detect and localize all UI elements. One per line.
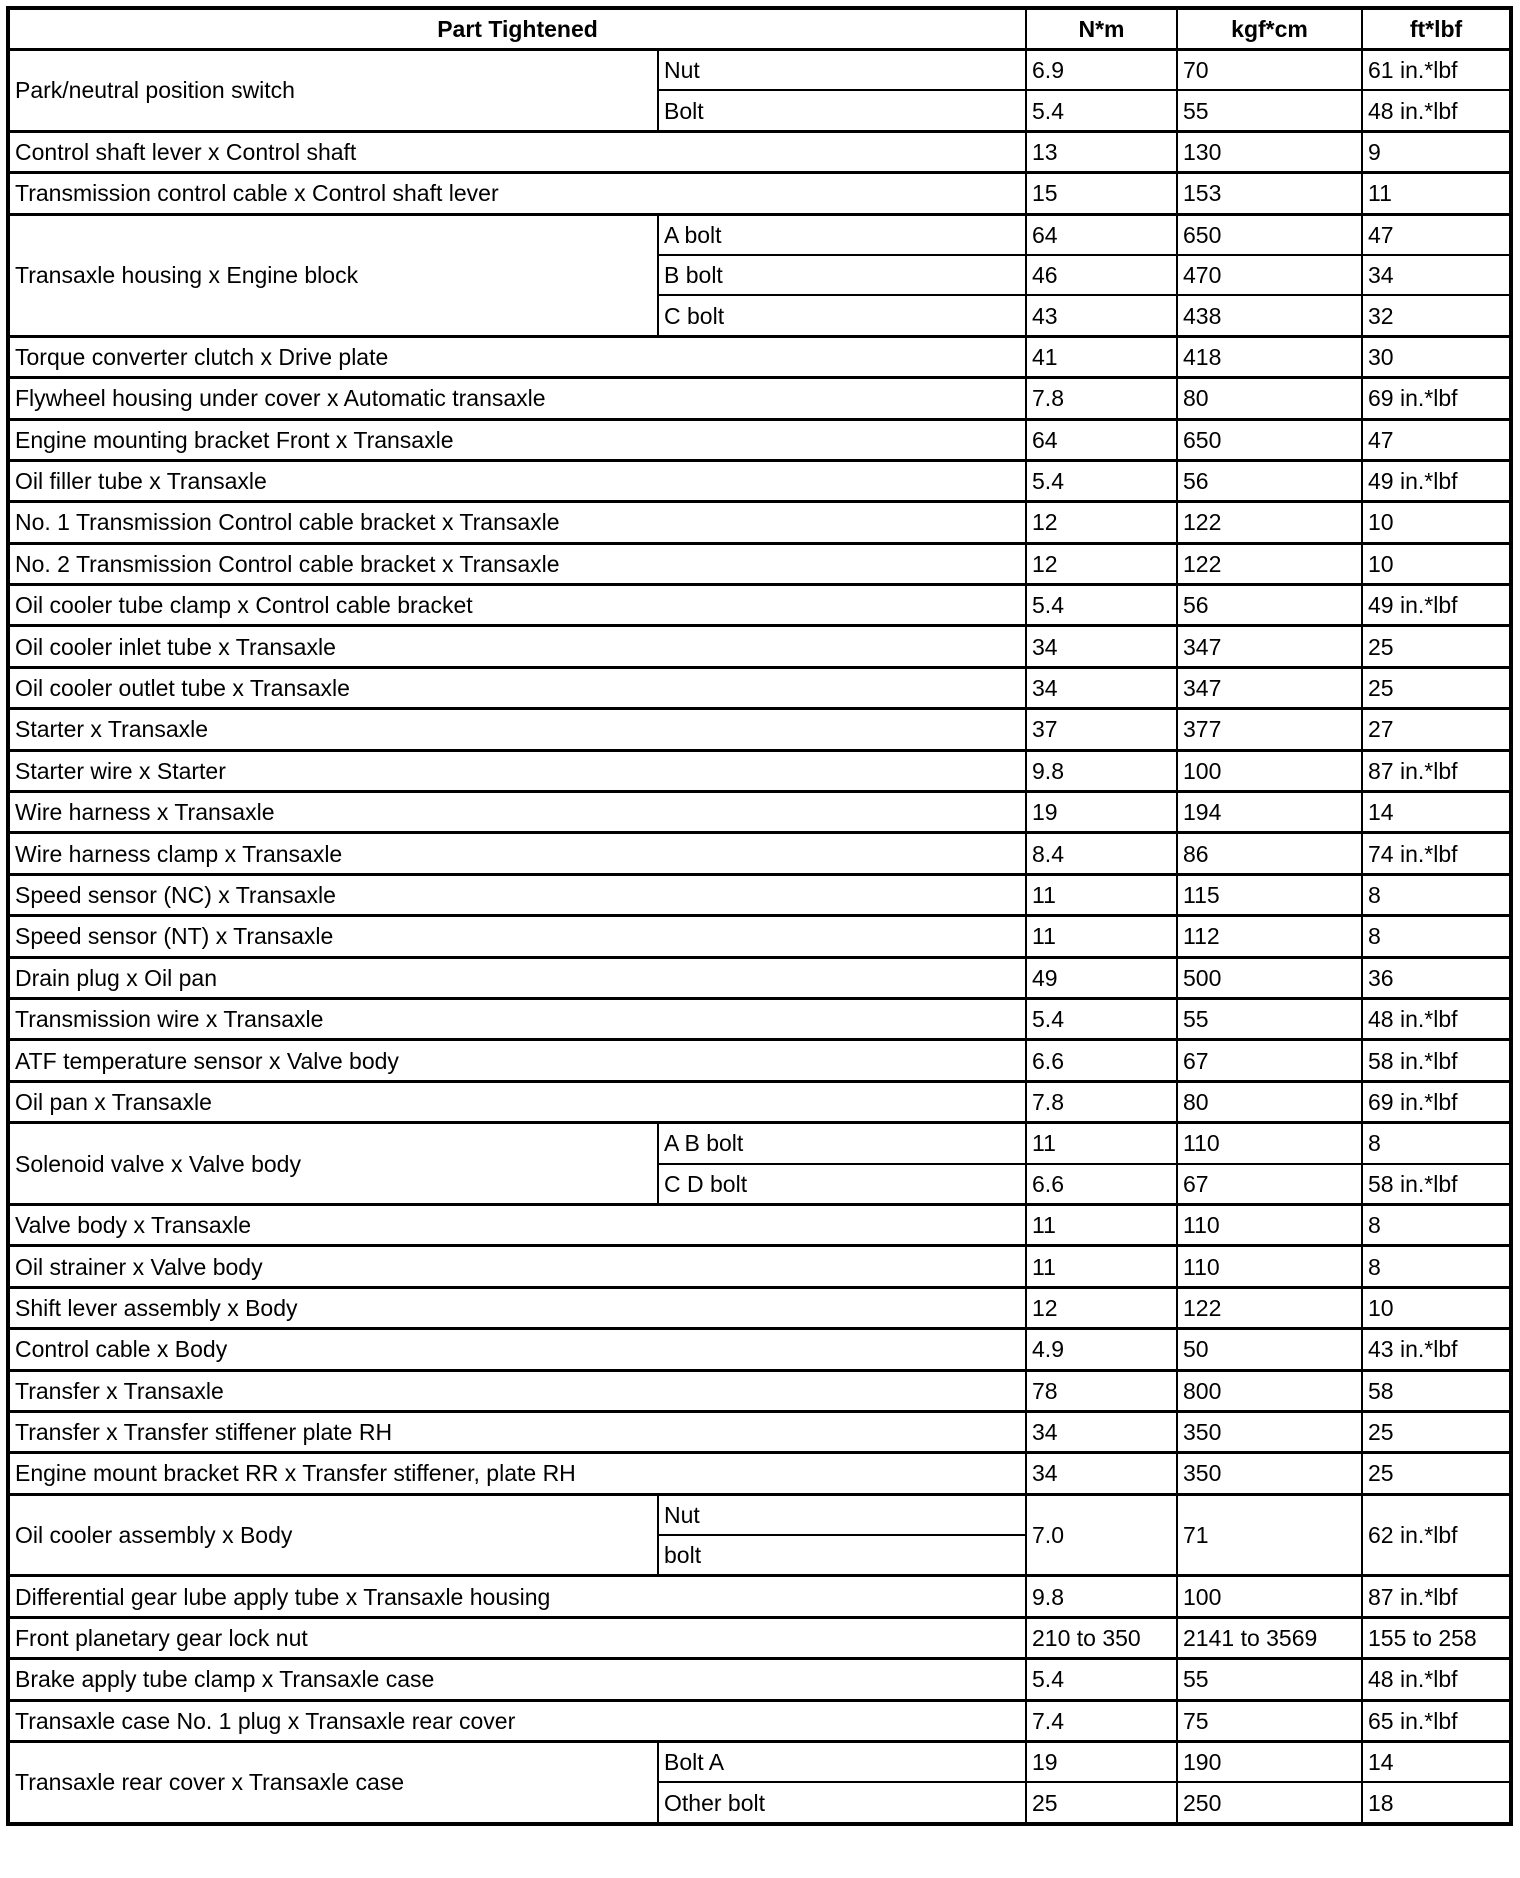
torque-kgfcm: 438 [1177,295,1362,336]
torque-spec-table [6,6,1513,1826]
torque-kgfcm: 67 [1177,1040,1362,1081]
torque-ftlbf: 8 [1362,916,1511,957]
table-row [8,502,1511,543]
torque-ftlbf: 69 in.*lbf [1362,378,1511,419]
table-row [8,1576,1511,1617]
torque-nm: 34 [1026,667,1177,708]
fastener-label: C D bolt [658,1164,1026,1205]
table-row [8,1411,1511,1452]
fastener-label: A bolt [658,214,1026,255]
torque-kgfcm: 130 [1177,131,1362,172]
torque-nm: 5.4 [1026,460,1177,501]
torque-nm: 12 [1026,1287,1177,1328]
torque-kgfcm: 67 [1177,1164,1362,1205]
part-name: Oil filler tube x Transaxle [8,460,1026,501]
torque-ftlbf: 36 [1362,957,1511,998]
torque-nm: 8.4 [1026,833,1177,874]
torque-kgfcm: 470 [1177,255,1362,295]
torque-nm: 34 [1026,626,1177,667]
torque-nm: 7.4 [1026,1700,1177,1741]
torque-kgfcm: 71 [1177,1494,1362,1576]
torque-kgfcm: 100 [1177,750,1362,791]
part-name: Oil strainer x Valve body [8,1246,1026,1287]
torque-kgfcm: 112 [1177,916,1362,957]
torque-nm: 7.0 [1026,1494,1177,1576]
part-name: ATF temperature sensor x Valve body [8,1040,1026,1081]
header-row [8,8,1511,50]
part-name: Starter wire x Starter [8,750,1026,791]
part-name: No. 2 Transmission Control cable bracket x Transaxle [8,543,1026,584]
torque-ftlbf: 14 [1362,1742,1511,1783]
torque-nm: 43 [1026,295,1177,336]
torque-kgfcm: 650 [1177,419,1362,460]
fastener-label: Bolt A [658,1742,1026,1783]
torque-kgfcm: 115 [1177,874,1362,915]
torque-nm: 49 [1026,957,1177,998]
table-row [8,750,1511,791]
part-name: Oil cooler assembly x Body [8,1494,658,1576]
torque-nm: 6.9 [1026,50,1177,91]
torque-ftlbf: 47 [1362,419,1511,460]
torque-nm: 37 [1026,709,1177,750]
torque-ftlbf: 47 [1362,214,1511,255]
torque-kgfcm: 55 [1177,90,1362,131]
torque-ftlbf: 155 to 258 [1362,1617,1511,1658]
torque-nm: 64 [1026,419,1177,460]
table-row [8,709,1511,750]
torque-kgfcm: 55 [1177,998,1362,1039]
torque-kgfcm: 56 [1177,585,1362,626]
torque-nm: 7.8 [1026,1081,1177,1122]
torque-ftlbf: 8 [1362,1123,1511,1164]
part-name: Transmission control cable x Control shaft lever [8,173,1026,214]
torque-nm: 5.4 [1026,90,1177,131]
torque-kgfcm: 350 [1177,1411,1362,1452]
torque-ftlbf: 25 [1362,626,1511,667]
torque-kgfcm: 110 [1177,1204,1362,1245]
torque-ftlbf: 10 [1362,543,1511,584]
fastener-label: Nut [658,50,1026,91]
header-ftlbf: ft*lbf [1362,8,1511,50]
torque-ftlbf: 10 [1362,1287,1511,1328]
table-row [8,50,1511,91]
part-name: Wire harness x Transaxle [8,792,1026,833]
part-name: Oil cooler outlet tube x Transaxle [8,667,1026,708]
part-name: Transaxle housing x Engine block [8,214,658,336]
part-name: Wire harness clamp x Transaxle [8,833,1026,874]
torque-ftlbf: 25 [1362,1411,1511,1452]
table-row [8,1370,1511,1411]
part-name: Torque converter clutch x Drive plate [8,336,1026,377]
torque-nm: 11 [1026,1204,1177,1245]
torque-ftlbf: 74 in.*lbf [1362,833,1511,874]
table-row [8,998,1511,1039]
torque-ftlbf: 18 [1362,1782,1511,1823]
table-row [8,1081,1511,1122]
torque-ftlbf: 87 in.*lbf [1362,750,1511,791]
torque-kgfcm: 347 [1177,626,1362,667]
part-name: Speed sensor (NT) x Transaxle [8,916,1026,957]
torque-kgfcm: 80 [1177,1081,1362,1122]
torque-nm: 12 [1026,543,1177,584]
torque-nm: 9.8 [1026,750,1177,791]
torque-kgfcm: 75 [1177,1700,1362,1741]
part-name: Solenoid valve x Valve body [8,1123,658,1205]
part-name: Valve body x Transaxle [8,1204,1026,1245]
part-name: Transfer x Transaxle [8,1370,1026,1411]
torque-ftlbf: 8 [1362,874,1511,915]
table-row [8,1700,1511,1741]
torque-kgfcm: 418 [1177,336,1362,377]
table-row [8,792,1511,833]
table-row [8,173,1511,214]
torque-ftlbf: 49 in.*lbf [1362,585,1511,626]
table-row [8,1040,1511,1081]
table-row [8,1329,1511,1370]
torque-nm: 34 [1026,1411,1177,1452]
part-name: Flywheel housing under cover x Automatic transaxle [8,378,1026,419]
torque-kgfcm: 50 [1177,1329,1362,1370]
torque-kgfcm: 55 [1177,1659,1362,1700]
header-part-tightened: Part Tightened [8,8,1026,50]
torque-nm: 5.4 [1026,1659,1177,1700]
torque-nm: 5.4 [1026,998,1177,1039]
torque-nm: 5.4 [1026,585,1177,626]
torque-ftlbf: 9 [1362,131,1511,172]
torque-nm: 46 [1026,255,1177,295]
part-name: Transaxle case No. 1 plug x Transaxle rear cover [8,1700,1026,1741]
torque-ftlbf: 8 [1362,1246,1511,1287]
torque-ftlbf: 32 [1362,295,1511,336]
table-row [8,1617,1511,1658]
part-name: Park/neutral position switch [8,50,658,132]
torque-ftlbf: 34 [1362,255,1511,295]
table-row [8,916,1511,957]
torque-ftlbf: 25 [1362,1453,1511,1494]
torque-nm: 11 [1026,874,1177,915]
fastener-label: Other bolt [658,1782,1026,1823]
table-row [8,1453,1511,1494]
torque-nm: 4.9 [1026,1329,1177,1370]
part-name: Control cable x Body [8,1329,1026,1370]
torque-kgfcm: 86 [1177,833,1362,874]
torque-ftlbf: 49 in.*lbf [1362,460,1511,501]
torque-ftlbf: 48 in.*lbf [1362,1659,1511,1700]
torque-kgfcm: 250 [1177,1782,1362,1823]
torque-nm: 34 [1026,1453,1177,1494]
part-name: Control shaft lever x Control shaft [8,131,1026,172]
torque-nm: 6.6 [1026,1040,1177,1081]
torque-ftlbf: 30 [1362,336,1511,377]
header-nm: N*m [1026,8,1177,50]
torque-kgfcm: 100 [1177,1576,1362,1617]
torque-ftlbf: 58 in.*lbf [1362,1040,1511,1081]
torque-nm: 210 to 350 [1026,1617,1177,1658]
table-row [8,833,1511,874]
torque-nm: 25 [1026,1782,1177,1823]
part-name: Engine mounting bracket Front x Transaxle [8,419,1026,460]
fastener-label: A B bolt [658,1123,1026,1164]
torque-ftlbf: 14 [1362,792,1511,833]
torque-ftlbf: 61 in.*lbf [1362,50,1511,91]
torque-nm: 78 [1026,1370,1177,1411]
torque-nm: 41 [1026,336,1177,377]
table-row [8,667,1511,708]
torque-kgfcm: 110 [1177,1246,1362,1287]
torque-kgfcm: 650 [1177,214,1362,255]
part-name: Transaxle rear cover x Transaxle case [8,1742,658,1824]
torque-ftlbf: 43 in.*lbf [1362,1329,1511,1370]
torque-kgfcm: 500 [1177,957,1362,998]
fastener-label: Nut [658,1494,1026,1535]
table-row [8,1204,1511,1245]
torque-ftlbf: 65 in.*lbf [1362,1700,1511,1741]
torque-ftlbf: 69 in.*lbf [1362,1081,1511,1122]
table-row [8,336,1511,377]
fastener-label: bolt [658,1535,1026,1576]
fastener-label: B bolt [658,255,1026,295]
torque-nm: 13 [1026,131,1177,172]
torque-kgfcm: 347 [1177,667,1362,708]
fastener-label: C bolt [658,295,1026,336]
torque-kgfcm: 194 [1177,792,1362,833]
torque-nm: 11 [1026,1123,1177,1164]
table-row [8,1742,1511,1783]
torque-ftlbf: 58 in.*lbf [1362,1164,1511,1205]
torque-nm: 11 [1026,1246,1177,1287]
torque-kgfcm: 153 [1177,173,1362,214]
torque-kgfcm: 122 [1177,1287,1362,1328]
torque-kgfcm: 122 [1177,502,1362,543]
table-row [8,957,1511,998]
torque-kgfcm: 70 [1177,50,1362,91]
table-row [8,1246,1511,1287]
part-name: Brake apply tube clamp x Transaxle case [8,1659,1026,1700]
part-name: Oil pan x Transaxle [8,1081,1026,1122]
part-name: Drain plug x Oil pan [8,957,1026,998]
part-name: Speed sensor (NC) x Transaxle [8,874,1026,915]
part-name: Engine mount bracket RR x Transfer stiffener, plate RH [8,1453,1026,1494]
table-row [8,460,1511,501]
table-row [8,585,1511,626]
torque-ftlbf: 87 in.*lbf [1362,1576,1511,1617]
torque-nm: 19 [1026,1742,1177,1783]
table-row [8,626,1511,667]
torque-nm: 7.8 [1026,378,1177,419]
torque-ftlbf: 11 [1362,173,1511,214]
torque-ftlbf: 58 [1362,1370,1511,1411]
table-row [8,131,1511,172]
header-kgfcm: kgf*cm [1177,8,1362,50]
torque-nm: 19 [1026,792,1177,833]
torque-nm: 6.6 [1026,1164,1177,1205]
torque-ftlbf: 8 [1362,1204,1511,1245]
torque-kgfcm: 110 [1177,1123,1362,1164]
part-name: No. 1 Transmission Control cable bracket x Transaxle [8,502,1026,543]
torque-ftlbf: 62 in.*lbf [1362,1494,1511,1576]
part-name: Transfer x Transfer stiffener plate RH [8,1411,1026,1452]
fastener-label: Bolt [658,90,1026,131]
torque-kgfcm: 800 [1177,1370,1362,1411]
table-row [8,419,1511,460]
part-name: Front planetary gear lock nut [8,1617,1026,1658]
torque-nm: 15 [1026,173,1177,214]
table-row [8,1287,1511,1328]
table-row [8,1123,1511,1164]
torque-ftlbf: 48 in.*lbf [1362,998,1511,1039]
table-row [8,874,1511,915]
torque-kgfcm: 2141 to 3569 [1177,1617,1362,1658]
part-name: Transmission wire x Transaxle [8,998,1026,1039]
torque-nm: 11 [1026,916,1177,957]
torque-nm: 12 [1026,502,1177,543]
part-name: Differential gear lube apply tube x Transaxle housing [8,1576,1026,1617]
table-row [8,1659,1511,1700]
torque-ftlbf: 10 [1362,502,1511,543]
torque-ftlbf: 27 [1362,709,1511,750]
torque-nm: 64 [1026,214,1177,255]
torque-nm: 9.8 [1026,1576,1177,1617]
torque-kgfcm: 190 [1177,1742,1362,1783]
table-row [8,378,1511,419]
torque-kgfcm: 80 [1177,378,1362,419]
part-name: Oil cooler inlet tube x Transaxle [8,626,1026,667]
torque-kgfcm: 377 [1177,709,1362,750]
torque-kgfcm: 350 [1177,1453,1362,1494]
torque-kgfcm: 56 [1177,460,1362,501]
part-name: Shift lever assembly x Body [8,1287,1026,1328]
table-row [8,214,1511,255]
torque-ftlbf: 48 in.*lbf [1362,90,1511,131]
table-row [8,1494,1511,1535]
torque-kgfcm: 122 [1177,543,1362,584]
part-name: Starter x Transaxle [8,709,1026,750]
part-name: Oil cooler tube clamp x Control cable bracket [8,585,1026,626]
torque-ftlbf: 25 [1362,667,1511,708]
table-row [8,543,1511,584]
